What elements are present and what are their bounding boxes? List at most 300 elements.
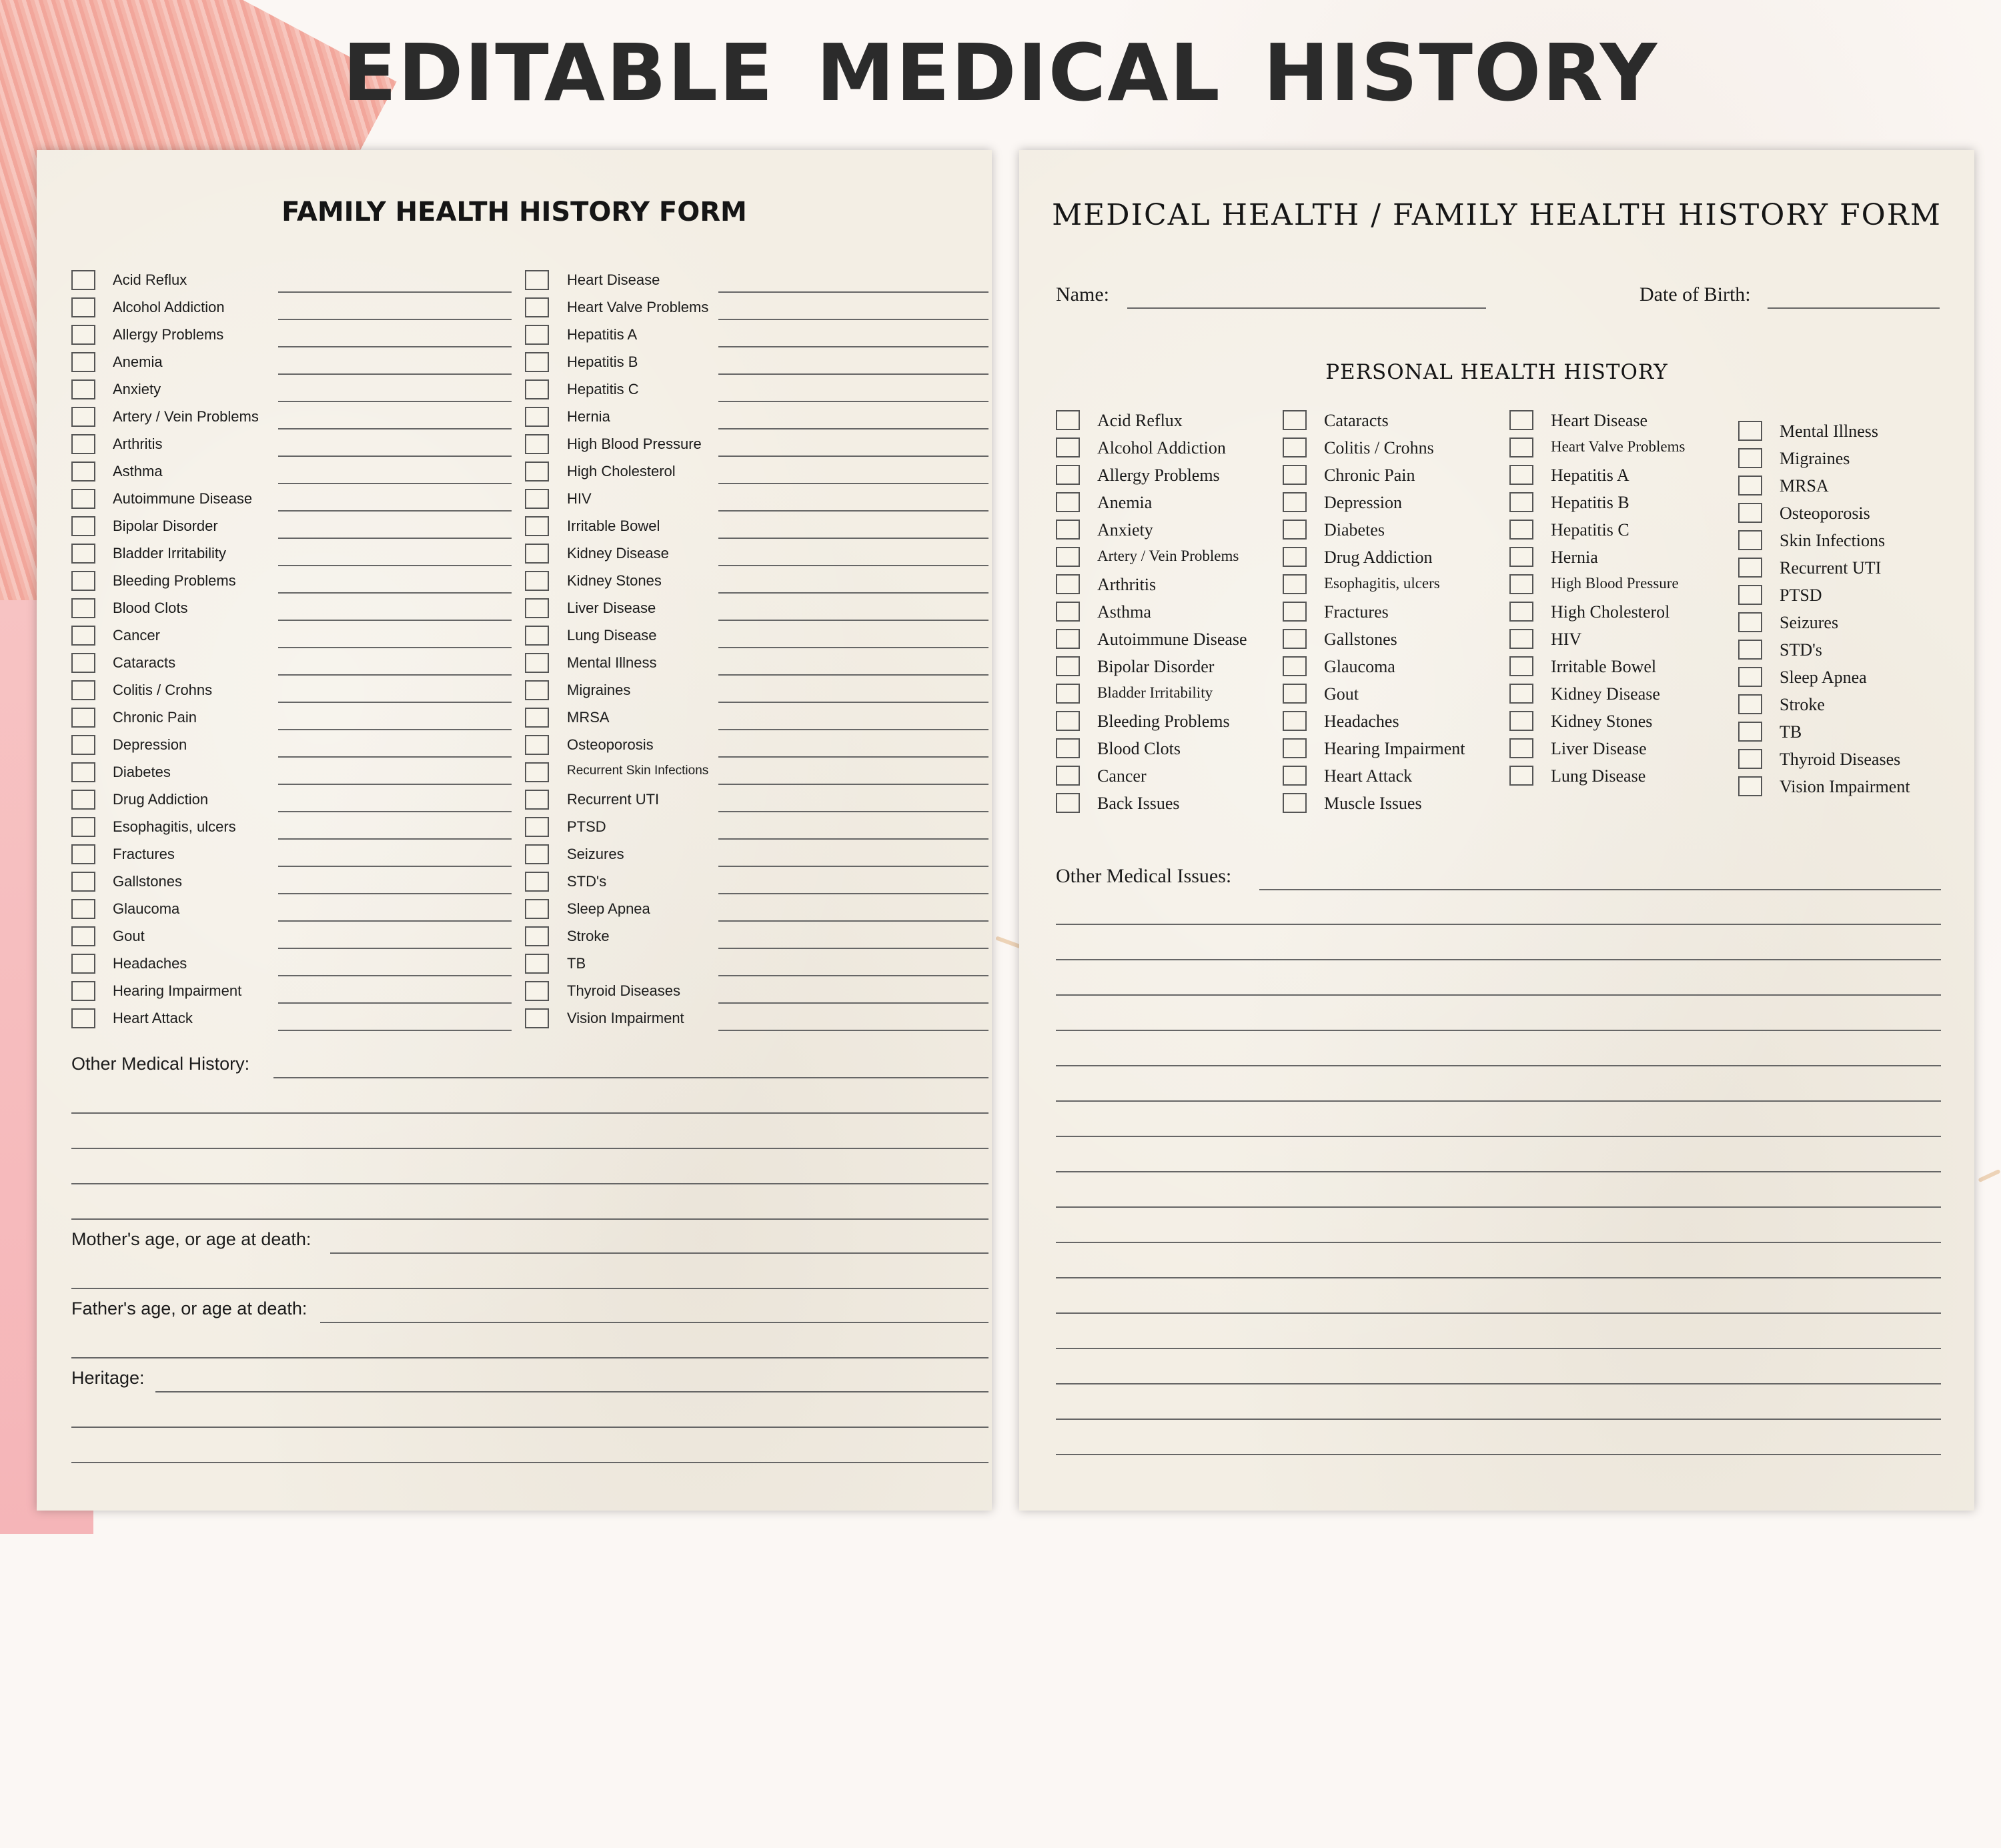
condition-label: Migraines [1780,449,1850,468]
condition-label: HIV [567,490,592,507]
checkbox-autoimmune-disease[interactable] [1056,629,1080,649]
writing-line[interactable] [1056,1419,1941,1420]
condition-label: Cancer [113,627,160,644]
checkbox-drug-addiction[interactable] [71,790,95,810]
checkbox-cancer[interactable] [71,626,95,646]
notes-line[interactable] [718,346,988,347]
checkbox-artery-vein-problems[interactable] [71,407,95,427]
condition-label: Lung Disease [1551,766,1646,786]
mother-age-line[interactable] [330,1252,988,1254]
writing-line[interactable] [1056,959,1941,960]
notes-line[interactable] [718,975,988,976]
checkbox-colitis-crohns[interactable] [71,680,95,700]
condition-label: Depression [1324,493,1402,512]
notes-line[interactable] [278,702,512,703]
condition-label: Heart Valve Problems [567,299,709,315]
checkbox-chronic-pain[interactable] [71,708,95,728]
condition-label: Vision Impairment [567,1010,684,1026]
writing-line[interactable] [1056,1206,1941,1208]
checkbox-liver-disease[interactable] [525,598,549,618]
condition-label: Stroke [1780,695,1825,714]
notes-line[interactable] [718,866,988,867]
notes-line[interactable] [718,319,988,320]
checkbox-gallstones[interactable] [1283,629,1307,649]
checkbox-back-issues[interactable] [1056,793,1080,813]
main-title: EDITABLE MEDICAL HISTORY [342,27,1659,119]
notes-line[interactable] [718,592,988,594]
checkbox-hepatitis-c[interactable] [1509,520,1533,540]
condition-label: Alcohol Addiction [113,299,225,315]
checkbox-gallstones[interactable] [71,872,95,892]
checkbox-high-cholesterol[interactable] [525,461,549,482]
checkbox-stroke[interactable] [1738,694,1762,714]
writing-line[interactable] [1056,1171,1941,1172]
checkbox-bladder-irritability[interactable] [1056,684,1080,704]
condition-label: Asthma [113,463,163,480]
notes-line[interactable] [718,401,988,402]
checkbox-drug-addiction[interactable] [1283,547,1307,567]
checkbox-depression[interactable] [1283,492,1307,512]
condition-label: Anemia [113,353,163,370]
notes-line[interactable] [278,948,512,949]
checkbox-gout[interactable] [1283,684,1307,704]
notes-line[interactable] [718,565,988,566]
condition-label: Acid Reflux [113,271,187,288]
checkbox-asthma[interactable] [71,461,95,482]
checkbox-migraines[interactable] [525,680,549,700]
condition-label: Irritable Bowel [567,518,660,534]
name-label: Name: [1056,283,1109,305]
condition-label: Esophagitis, ulcers [1324,575,1440,592]
notes-line[interactable] [718,948,988,949]
checkbox-thyroid-diseases[interactable] [525,981,549,1001]
other-medical-issues-label: Other Medical Issues: [1056,865,1232,887]
condition-label: Hernia [1551,548,1598,567]
notes-line[interactable] [718,291,988,293]
writing-line[interactable] [71,1112,988,1114]
condition-label: Osteoporosis [1780,504,1870,523]
checkbox-allergy-problems[interactable] [1056,465,1080,485]
checkbox-thyroid-diseases[interactable] [1738,749,1762,769]
condition-label: MRSA [567,709,610,726]
checkbox-bipolar-disorder[interactable] [71,516,95,536]
notes-line[interactable] [278,866,512,867]
notes-line[interactable] [718,838,988,840]
notes-line[interactable] [718,702,988,703]
notes-line[interactable] [718,1002,988,1004]
checkbox-alcohol-addiction[interactable] [1056,437,1080,457]
checkbox-stroke[interactable] [525,926,549,946]
condition-label: Thyroid Diseases [567,982,680,999]
checkbox-acid-reflux[interactable] [1056,410,1080,430]
notes-line[interactable] [278,346,512,347]
notes-line[interactable] [278,756,512,758]
writing-line[interactable] [71,1183,988,1184]
condition-label: Alcohol Addiction [1097,438,1226,457]
condition-label: PTSD [567,818,606,835]
checkbox-bleeding-problems[interactable] [71,571,95,591]
notes-line[interactable] [278,920,512,922]
writing-line[interactable] [71,1462,988,1463]
writing-line[interactable] [1056,1030,1941,1031]
checkbox-mental-illness[interactable] [1738,421,1762,441]
writing-line[interactable] [71,1148,988,1149]
condition-label: Hepatitis C [1551,520,1629,540]
notes-line[interactable] [718,784,988,785]
checkbox-anxiety[interactable] [1056,520,1080,540]
condition-label: Irritable Bowel [1551,657,1657,676]
condition-label: Lung Disease [567,627,657,644]
condition-label: Heart Valve Problems [1551,438,1686,455]
condition-label: Artery / Vein Problems [1097,548,1239,564]
condition-label: Asthma [1097,602,1151,622]
checkbox-headaches[interactable] [1283,711,1307,731]
checkbox-cataracts[interactable] [1283,410,1307,430]
condition-label: Allergy Problems [113,326,224,343]
condition-label: MRSA [1780,476,1829,496]
checkbox-heart-disease[interactable] [1509,410,1533,430]
condition-label: High Cholesterol [1551,602,1670,622]
condition-label: Colitis / Crohns [113,682,213,698]
notes-line[interactable] [278,729,512,730]
checkbox-heart-valve-problems[interactable] [1509,437,1533,457]
condition-label: Hernia [567,408,610,425]
checkbox-tb[interactable] [525,954,549,974]
name-input-line[interactable] [1127,307,1486,309]
checkbox-hepatitis-b[interactable] [525,352,549,372]
checkbox-skin-infections[interactable] [1738,530,1762,550]
condition-label: Glaucoma [113,900,180,917]
condition-label: Gout [1324,684,1359,704]
notes-line[interactable] [278,784,512,785]
checkbox-liver-disease[interactable] [1509,738,1533,758]
notes-line[interactable] [718,483,988,484]
condition-label: Allergy Problems [1097,466,1220,485]
notes-line[interactable] [278,319,512,320]
notes-line[interactable] [718,893,988,894]
checkbox-gout[interactable] [71,926,95,946]
medical-form-title: MEDICAL HEALTH / FAMILY HEALTH HISTORY FORM [1052,198,1942,232]
notes-line[interactable] [278,291,512,293]
writing-line[interactable] [1056,1348,1941,1349]
checkbox-hepatitis-a[interactable] [1509,465,1533,485]
notes-line[interactable] [278,538,512,539]
condition-label: Kidney Stones [567,572,662,589]
checkbox-acid-reflux[interactable] [71,270,95,290]
condition-label: Arthritis [1097,575,1157,594]
notes-line[interactable] [278,565,512,566]
checkbox-glaucoma[interactable] [1283,656,1307,676]
checkbox-kidney-stones[interactable] [525,571,549,591]
condition-label: Heart Disease [567,271,660,288]
notes-line[interactable] [278,620,512,621]
condition-label: Blood Clots [1097,739,1181,758]
condition-label: Bladder Irritability [1097,684,1213,701]
checkbox-diabetes[interactable] [1283,520,1307,540]
checkbox-colitis-crohns[interactable] [1283,437,1307,457]
condition-label: Headaches [113,955,187,972]
checkbox-anxiety[interactable] [71,379,95,399]
checkbox-hearing-impairment[interactable] [1283,738,1307,758]
checkbox-std-s[interactable] [525,872,549,892]
condition-label: Diabetes [1324,520,1385,540]
condition-label: Heart Attack [113,1010,193,1026]
condition-label: Cancer [1097,766,1147,786]
checkbox-ptsd[interactable] [1738,585,1762,605]
father-age-line[interactable] [320,1322,988,1323]
notes-line[interactable] [718,811,988,812]
condition-label: Drug Addiction [1324,548,1433,567]
writing-line[interactable] [1056,1065,1941,1066]
condition-label: Skin Infections [1780,531,1886,550]
condition-label: Acid Reflux [1097,411,1183,430]
checkbox-high-blood-pressure[interactable] [525,434,549,454]
condition-label: Autoimmune Disease [1097,630,1247,649]
notes-line[interactable] [278,455,512,457]
checkbox-sleep-apnea[interactable] [525,899,549,919]
notes-line[interactable] [718,729,988,730]
notes-line[interactable] [278,674,512,676]
checkbox-kidney-stones[interactable] [1509,711,1533,731]
checkbox-diabetes[interactable] [71,762,95,782]
checkbox-blood-clots[interactable] [1056,738,1080,758]
condition-label: Recurrent Skin Infections [567,764,709,778]
checkbox-ptsd[interactable] [525,817,549,837]
checkbox-vision-impairment[interactable] [525,1008,549,1028]
condition-label: Hepatitis B [567,353,638,370]
checkbox-recurrent-skin-infections[interactable] [525,762,549,782]
checkbox-std-s[interactable] [1738,640,1762,660]
condition-label: Sleep Apnea [567,900,650,917]
checkbox-depression[interactable] [71,735,95,755]
writing-line[interactable] [1056,1277,1941,1278]
condition-label: Migraines [567,682,631,698]
writing-line[interactable] [1056,1383,1941,1384]
condition-label: Liver Disease [1551,739,1647,758]
condition-label: Recurrent UTI [1780,558,1882,578]
checkbox-mrsa[interactable] [1738,476,1762,496]
checkbox-mrsa[interactable] [525,708,549,728]
condition-label: Thyroid Diseases [1780,750,1901,769]
checkbox-irritable-bowel[interactable] [1509,656,1533,676]
checkbox-recurrent-uti[interactable] [1738,558,1762,578]
condition-label: Gallstones [1324,630,1397,649]
checkbox-asthma[interactable] [1056,602,1080,622]
condition-label: Fractures [113,846,175,862]
notes-line[interactable] [278,428,512,429]
family-health-history-page [37,150,992,1511]
condition-label: Hearing Impairment [1324,739,1465,758]
condition-label: Arthritis [113,435,163,452]
checkbox-hernia[interactable] [525,407,549,427]
notes-line[interactable] [278,510,512,512]
condition-label: Back Issues [1097,794,1180,813]
condition-label: Anxiety [1097,520,1153,540]
condition-label: Kidney Disease [567,545,669,562]
notes-line[interactable] [278,647,512,648]
condition-label: Kidney Disease [1551,684,1660,704]
writing-line[interactable] [1056,994,1941,996]
condition-label: STD's [567,873,607,890]
checkbox-bladder-irritability[interactable] [71,544,95,564]
checkbox-heart-attack[interactable] [1283,766,1307,786]
notes-line[interactable] [278,483,512,484]
condition-label: Colitis / Crohns [1324,438,1434,457]
notes-line[interactable] [718,1030,988,1031]
condition-label: TB [567,955,586,972]
condition-label: Diabetes [113,764,171,780]
condition-label: Gout [113,928,145,944]
checkbox-allergy-problems[interactable] [71,325,95,345]
checkbox-hepatitis-c[interactable] [525,379,549,399]
checkbox-artery-vein-problems[interactable] [1056,547,1080,567]
checkbox-heart-attack[interactable] [71,1008,95,1028]
condition-label: Glaucoma [1324,657,1395,676]
checkbox-hearing-impairment[interactable] [71,981,95,1001]
checkbox-blood-clots[interactable] [71,598,95,618]
notes-line[interactable] [718,620,988,621]
condition-label: Chronic Pain [113,709,197,726]
other-medical-issues-line[interactable] [1259,889,1941,890]
writing-line[interactable] [71,1427,988,1428]
checkbox-heart-valve-problems[interactable] [525,297,549,317]
condition-label: Mental Illness [1780,421,1879,441]
notes-line[interactable] [718,510,988,512]
condition-label: Seizures [1780,613,1839,632]
condition-label: Kidney Stones [1551,712,1653,731]
notes-line[interactable] [718,756,988,758]
checkbox-seizures[interactable] [1738,612,1762,632]
condition-label: Cataracts [1324,411,1389,430]
checkbox-irritable-bowel[interactable] [525,516,549,536]
family-form-title: FAMILY HEALTH HISTORY FORM [281,197,747,227]
condition-label: Depression [113,736,187,753]
checkbox-high-cholesterol[interactable] [1509,602,1533,622]
checkbox-anemia[interactable] [71,352,95,372]
checkbox-sleep-apnea[interactable] [1738,667,1762,687]
checkbox-arthritis[interactable] [71,434,95,454]
checkbox-glaucoma[interactable] [71,899,95,919]
writing-line[interactable] [71,1218,988,1220]
checkbox-osteoporosis[interactable] [525,735,549,755]
writing-line[interactable] [1056,1136,1941,1137]
checkbox-hernia[interactable] [1509,547,1533,567]
condition-label: Hepatitis B [1551,493,1629,512]
checkbox-osteoporosis[interactable] [1738,503,1762,523]
condition-label: Osteoporosis [567,736,654,753]
checkbox-esophagitis-ulcers[interactable] [71,817,95,837]
checkbox-mental-illness[interactable] [525,653,549,673]
condition-label: Bleeding Problems [1097,712,1230,731]
condition-label: Headaches [1324,712,1399,731]
checkbox-recurrent-uti[interactable] [525,790,549,810]
writing-line[interactable] [1056,1242,1941,1243]
writing-line[interactable] [71,1357,988,1358]
checkbox-fractures[interactable] [1283,602,1307,622]
checkbox-autoimmune-disease[interactable] [71,489,95,509]
notes-line[interactable] [278,975,512,976]
checkbox-esophagitis-ulcers[interactable] [1283,574,1307,594]
checkbox-lung-disease[interactable] [1509,766,1533,786]
notes-line[interactable] [278,401,512,402]
checkbox-cancer[interactable] [1056,766,1080,786]
notes-line[interactable] [278,1002,512,1004]
checkbox-headaches[interactable] [71,954,95,974]
checkbox-cataracts[interactable] [71,653,95,673]
condition-label: Heart Disease [1551,411,1648,430]
checkbox-hiv[interactable] [1509,629,1533,649]
notes-line[interactable] [278,811,512,812]
notes-line[interactable] [718,373,988,375]
condition-label: HIV [1551,630,1582,649]
checkbox-kidney-disease[interactable] [1509,684,1533,704]
condition-label: Hepatitis A [1551,466,1629,485]
personal-health-history-title: PERSONAL HEALTH HISTORY [1325,360,1668,384]
notes-line[interactable] [718,674,988,676]
checkbox-high-blood-pressure[interactable] [1509,574,1533,594]
checkbox-bleeding-problems[interactable] [1056,711,1080,731]
checkbox-chronic-pain[interactable] [1283,465,1307,485]
writing-line[interactable] [1056,924,1941,925]
notes-line[interactable] [718,920,988,922]
condition-label: TB [1780,722,1802,742]
notes-line[interactable] [278,373,512,375]
checkbox-hepatitis-b[interactable] [1509,492,1533,512]
condition-label: Sleep Apnea [1780,668,1867,687]
writing-line[interactable] [1056,1454,1941,1455]
notes-line[interactable] [718,455,988,457]
heritage-line[interactable] [155,1391,988,1393]
notes-line[interactable] [278,893,512,894]
notes-line[interactable] [278,1030,512,1031]
checkbox-bipolar-disorder[interactable] [1056,656,1080,676]
condition-label: High Cholesterol [567,463,676,480]
checkbox-anemia[interactable] [1056,492,1080,512]
checkbox-kidney-disease[interactable] [525,544,549,564]
checkbox-fractures[interactable] [71,844,95,864]
notes-line[interactable] [278,838,512,840]
notes-line[interactable] [278,592,512,594]
writing-line[interactable] [71,1288,988,1289]
checkbox-alcohol-addiction[interactable] [71,297,95,317]
checkbox-hepatitis-a[interactable] [525,325,549,345]
checkbox-lung-disease[interactable] [525,626,549,646]
checkbox-migraines[interactable] [1738,448,1762,468]
notes-line[interactable] [718,538,988,539]
condition-label: Muscle Issues [1324,794,1422,813]
checkbox-hiv[interactable] [525,489,549,509]
condition-label: Hepatitis C [567,381,639,397]
dob-input-line[interactable] [1768,307,1940,309]
condition-label: Mental Illness [567,654,657,671]
condition-label: Anxiety [113,381,161,397]
condition-label: Gallstones [113,873,182,890]
other-medical-history-line[interactable] [273,1077,988,1078]
condition-label: Bleeding Problems [113,572,236,589]
checkbox-tb[interactable] [1738,722,1762,742]
condition-label: Autoimmune Disease [113,490,253,507]
checkbox-seizures[interactable] [525,844,549,864]
checkbox-muscle-issues[interactable] [1283,793,1307,813]
writing-line[interactable] [1056,1100,1941,1102]
checkbox-vision-impairment[interactable] [1738,776,1762,796]
condition-label: Heart Attack [1324,766,1413,786]
notes-line[interactable] [718,428,988,429]
checkbox-arthritis[interactable] [1056,574,1080,594]
notes-line[interactable] [718,647,988,648]
checkbox-heart-disease[interactable] [525,270,549,290]
writing-line[interactable] [1056,1312,1941,1314]
